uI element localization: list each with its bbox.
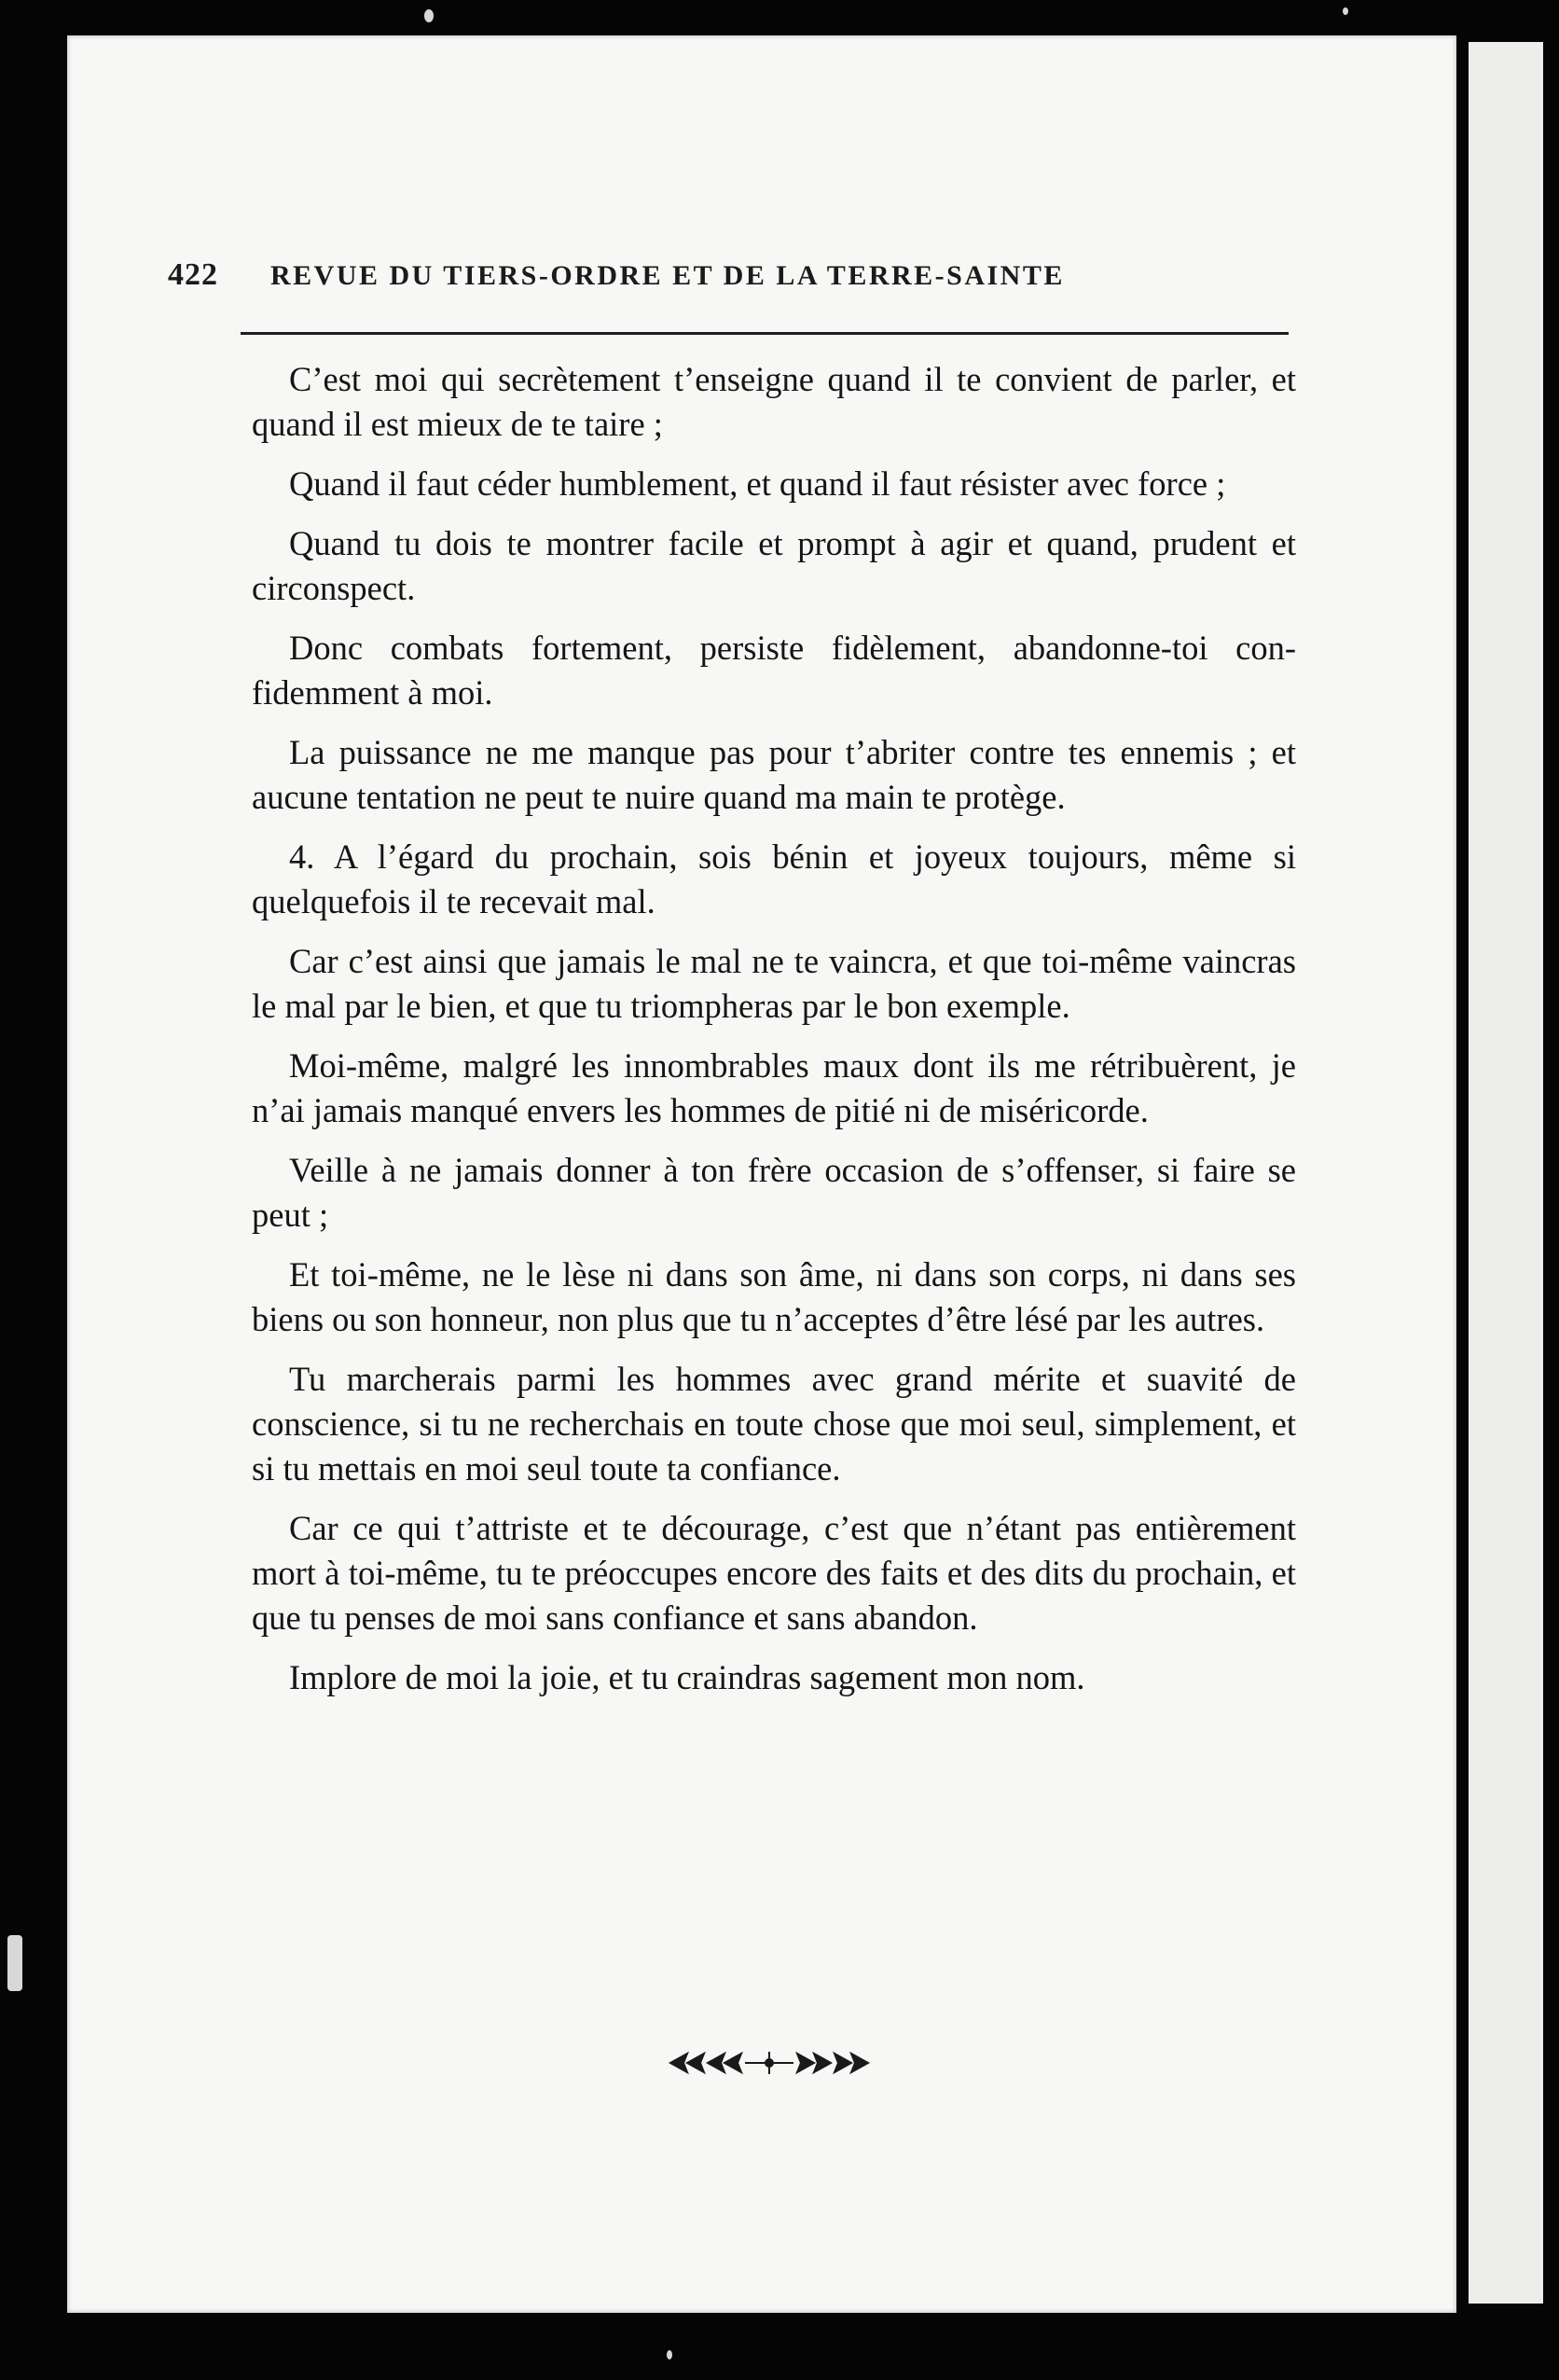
paragraph: Car ce qui t’attriste et te décourage, c’est que n’étant pas entièrement mort à toi-même, tu te préoccupes encore des faits et des dits du prochain, et que tu penses de moi sans confiance et sans abandon. [252, 1509, 1296, 1637]
page-number: 422 [168, 257, 218, 292]
paragraph: Moi-même, malgré les innombrables maux dont ils me rétribuèrent, je n’ai jamais manqué envers les hommes de pitié ni de miséricorde. [252, 1046, 1296, 1129]
body-text [252, 357, 1296, 1715]
scan-speck [424, 9, 434, 22]
running-title: REVUE DU TIERS-ORDRE ET DE LA TERRE-SAINTE [270, 260, 1065, 291]
paragraph: Quand il faut céder humblement, et quand il faut résister avec force ; [289, 464, 1226, 503]
paragraph: Et toi-même, ne le lèse ni dans son âme, ni dans son corps, ni dans ses biens ou son honneur, non plus que tu n’acceptes d’être lésé par les autres. [252, 1255, 1296, 1338]
paragraph: La puissance ne me manque pas pour t’abriter contre tes ennemis ; et aucune tentation ne peut te nuire quand ma main te protège. [252, 733, 1296, 816]
scan-speck [667, 2350, 672, 2359]
paragraph: Implore de moi la joie, et tu craindras sagement mon nom. [289, 1658, 1085, 1696]
paragraph: Donc combats fortement, persiste fidèlement, abandonne-toi confidemment à moi. [252, 629, 1296, 712]
decorative-ornament [667, 2046, 872, 2080]
adjacent-page-edge [1469, 42, 1543, 2304]
scan-speck [1343, 7, 1348, 15]
paragraph: Veille à ne jamais donner à ton frère occasion de s’offenser, si faire se peut ; [252, 1151, 1296, 1234]
paragraph: Tu marcherais parmi les hommes avec grand mérite et suavité de conscience, si tu ne recherchais en toute chose que moi seul, simplement, et si tu mettais en moi seul toute ta confiance. [252, 1360, 1296, 1488]
scan-speck [7, 1935, 22, 1991]
paragraph: 4. A l’égard du prochain, sois bénin et joyeux toujours, même si quelquefois il te recevait mal. [252, 837, 1296, 920]
header-rule [241, 332, 1289, 335]
paragraph: C’est moi qui secrètement t’enseigne quand il te convient de parler, et quand il est mieux de te taire ; [252, 360, 1296, 443]
paragraph: Quand tu dois te montrer facile et prompt à agir et quand, prudent et circonspect. [252, 524, 1296, 607]
page-header [168, 257, 1287, 313]
paragraph: Car c’est ainsi que jamais le mal ne te vaincra, et que toi-même vaincras le mal par le bien, et que tu triompheras par le bon exemple. [252, 942, 1296, 1025]
